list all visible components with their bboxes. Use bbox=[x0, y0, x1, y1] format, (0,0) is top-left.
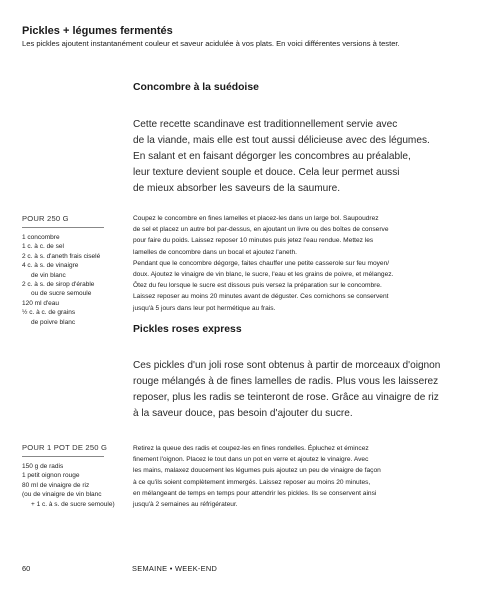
ingredient-item: de poivre blanc bbox=[31, 318, 76, 326]
ingredient-item: 120 ml d'eau bbox=[22, 299, 60, 307]
lead-line: rouge mélangés à de fines lamelles de radis. Plus vous les laisserez bbox=[133, 376, 439, 387]
recipe-lead-concombre bbox=[133, 117, 443, 197]
step-line: Pendant que le concombre dégorge, faites chauffer une petite casserole sur feu moyen/ bbox=[133, 259, 390, 267]
step-line: lamelles de concombre dans un bocal et ajoutez l'aneth. bbox=[133, 248, 298, 256]
step-line: à ce qu'ils soient complètement immergés. Laissez reposer au moins 20 minutes, bbox=[133, 478, 371, 486]
page-intro: Les pickles ajoutent instantanément couleur et saveur acidulée à vos plats. En voici différentes versions à tester. bbox=[22, 39, 400, 48]
lead-line: reposer, plus les radis se teinteront de rose. Grâce au vinaigre de riz bbox=[133, 392, 439, 403]
ingredients-divider bbox=[22, 456, 104, 457]
step-line: de sel et placez un autre bol par-dessus, en ajoutant un livre ou des boîtes de conserve bbox=[133, 226, 389, 234]
ingredient-item: 1 concombre bbox=[22, 234, 60, 241]
lead-line: de mieux absorber les saveurs de la saumure. bbox=[133, 183, 341, 194]
step-line: Ôtez du feu lorsque le sucre est dissous puis versez la préparation sur le concombre. bbox=[133, 282, 382, 290]
lead-line: Ces pickles d'un joli rose sont obtenus à partir de morceaux d'oignon bbox=[133, 360, 441, 371]
lead-line: En salant et en faisant dégorger les concombres au préalable, bbox=[133, 151, 411, 162]
magazine-name: SEMAINE • WEEK-END bbox=[132, 564, 218, 573]
lead-line: Cette recette scandinave est traditionnellement servie avec bbox=[133, 119, 398, 130]
recipe-lead-pickles-roses bbox=[133, 358, 443, 422]
step-line: doux. Ajoutez le vinaigre de vin blanc, le sucre, l'eau et les grains de poivre, et mélangez. bbox=[133, 271, 394, 279]
ingredient-item: de vin blanc bbox=[31, 271, 66, 279]
step-line: Laissez reposer au moins 20 minutes avant de déguster. Ces cornichons se conservent bbox=[133, 293, 389, 301]
page-header bbox=[22, 24, 462, 49]
lead-line: à la saveur douce, pas besoin d'ajouter du sucre. bbox=[133, 408, 353, 419]
step-line: Retirez la queue des radis et coupez-les en fines rondelles. Épluchez et émincez bbox=[133, 445, 369, 452]
recipe-title-pickles-roses: Pickles roses express bbox=[133, 324, 242, 335]
page-title: Pickles + légumes fermentés bbox=[22, 25, 173, 37]
lead-line: de la viande, mais elle est tout aussi délicieuse avec des légumes. bbox=[133, 135, 430, 146]
ingredient-item: ½ c. à c. de grains bbox=[22, 309, 76, 317]
page-number: 60 bbox=[22, 564, 31, 573]
ingredient-item: ou de sucre semoule bbox=[31, 290, 92, 298]
recipe-title-concombre: Concombre à la suédoise bbox=[133, 82, 259, 93]
steps-pickles-roses bbox=[133, 443, 453, 510]
ingredients-divider bbox=[22, 227, 104, 228]
step-line: pour faire du poids. Laissez reposer 10 minutes puis jetez l'eau rendue. Mettez les bbox=[133, 237, 374, 245]
ingredient-item: 1 petit oignon rouge bbox=[22, 472, 80, 480]
ingredient-item: 2 c. à s. de sirop d'érable bbox=[22, 281, 95, 289]
ingredient-item: + 1 c. à s. de sucre semoule) bbox=[31, 500, 115, 508]
ingredients-title-concombre: POUR 250 G bbox=[22, 214, 69, 223]
step-line: Coupez le concombre en fines lamelles et placez-les dans un large bol. Saupoudrez bbox=[133, 215, 379, 222]
ingredient-item: 4 c. à s. de vinaigre bbox=[22, 262, 79, 270]
step-line: les mains, malaxez doucement les légumes puis ajoutez un peu de vinaigre de façon bbox=[133, 467, 381, 475]
ingredient-item: 1 c. à c. de sel bbox=[22, 243, 64, 251]
step-line: jusqu'à 5 jours dans leur pot hermétique au frais. bbox=[133, 304, 276, 312]
steps-concombre bbox=[133, 213, 453, 314]
step-line: finement l'oignon. Placez le tout dans un pot en verre et ajoutez le vinaigre. Avec bbox=[133, 456, 369, 464]
ingredients-list-concombre bbox=[22, 233, 128, 327]
ingredient-item: 2 c. à s. d'aneth frais ciselé bbox=[22, 252, 101, 260]
ingredient-item: 80 ml de vinaigre de riz bbox=[22, 481, 90, 489]
ingredient-item: 150 g de radis bbox=[22, 463, 64, 470]
ingredient-item: (ou de vinaigre de vin blanc bbox=[22, 491, 102, 499]
ingredients-list-pickles-roses bbox=[22, 462, 128, 509]
step-line: jusqu'à 2 semaines au réfrigérateur. bbox=[133, 501, 238, 509]
ingredients-title-pickles-roses: POUR 1 POT DE 250 G bbox=[22, 443, 108, 452]
lead-line: leur texture devient souple et douce. Cela leur permet aussi bbox=[133, 167, 400, 178]
step-line: en mélangeant de temps en temps pour attendrir les pickles. Ils se conservent ainsi bbox=[133, 489, 377, 497]
